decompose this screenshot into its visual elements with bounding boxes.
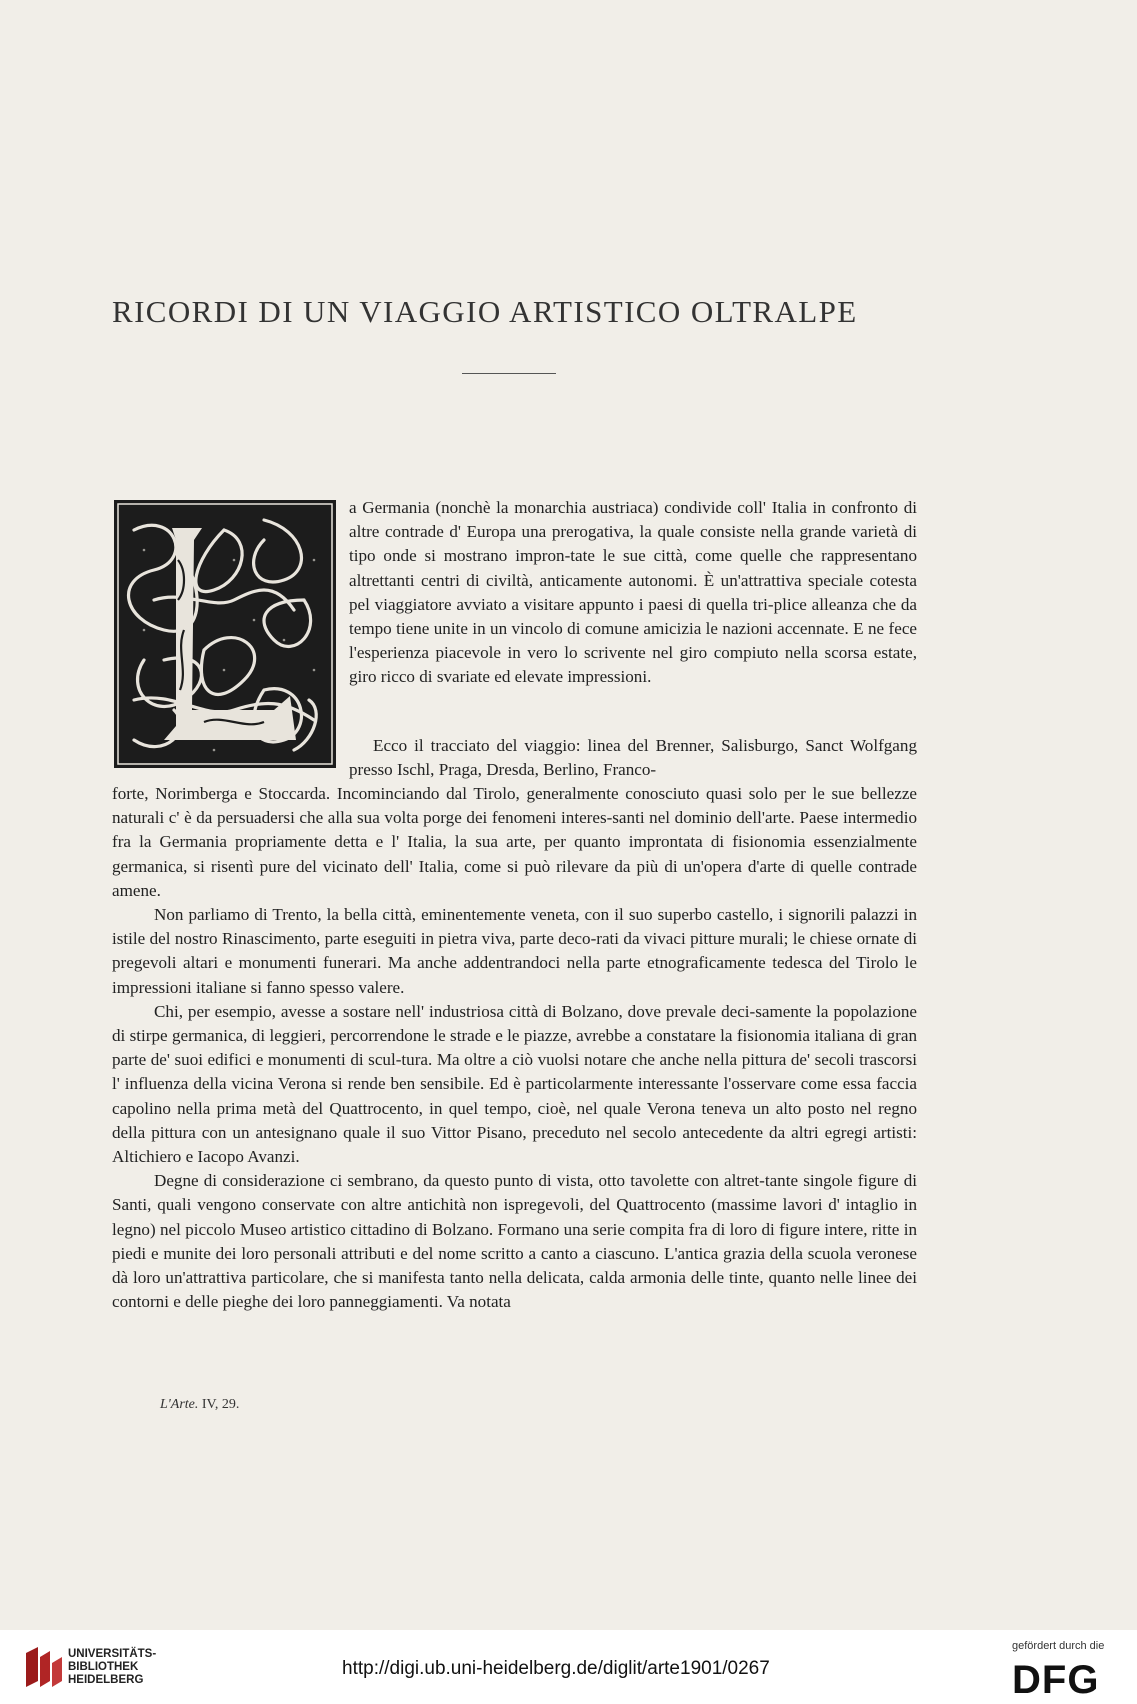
library-name-line2: BIBLIOTHEK <box>68 1661 139 1673</box>
university-library-name[interactable] <box>68 1648 156 1687</box>
volume-ref: IV, 29. <box>201 1397 240 1412</box>
page-signature <box>160 1397 239 1413</box>
title-divider <box>462 373 556 374</box>
trento-paragraph: Non parliamo di Trento, la bella città, eminentemente veneta, con il suo superbo castello, i signorili palazzi in istile del nostro Rinascimento, parte eseguiti in pietra viva, parte deco-rati da vivaci pitture murali; le chiese ornate di pregevoli altari e monumenti funerari. Ma anche addentrandoci nella parte etnograficamente tedesca del Tirolo le impressioni italiane si fanno spesso valere. <box>112 905 917 997</box>
lead-paragraph <box>349 496 917 690</box>
library-name-line3: HEIDELBERG <box>68 1674 144 1686</box>
permalink-url[interactable]: http://digi.ub.uni-heidelberg.de/diglit/arte1901/0267 <box>342 1658 770 1679</box>
decorated-initial-L <box>114 500 336 768</box>
dfg-logo[interactable]: DFG <box>1012 1658 1100 1702</box>
article-body <box>112 782 917 1314</box>
lead-text: a Germania (nonchè la monarchia austriaca) condivide coll' Italia in confronto di altre contrade d' Europa una prerogativa, la quale consiste nella grande varietà di tipo onde si mostrano impron-tate le sue città, come quelle che rappresentano altrettanti centri di civiltà, anticamente autonomi. È un'attrattiva speciale cotesta pel viaggiatore avviato a visitare appunto i paesi di quella tri-plice alleanza che da tempo tiene unite in un vincolo di comune amicizia le nazioni accennate. E ne fece l'esperienza piacevole in vero lo scrivente nel giro compiuto nella scorsa estate, giro ricco di svariate ed elevate impressioni. <box>349 498 917 687</box>
article-title: RICORDI DI UN VIAGGIO ARTISTICO OLTRALPE <box>112 294 858 329</box>
university-library-logo-icon[interactable] <box>22 1643 66 1691</box>
itinerary-paragraph-continuation: forte, Norimberga e Stoccarda. Incominciando dal Tirolo, generalmente conosciuto quasi solo per le sue bellezze naturali c' è da persuadersi che alla sua volta porge dei fenomeni interes-santi nel dominio dell'arte. Paese intermedio fra la Germania propriamente detta e l' Italia, la sua arte, per quanto improntata di fisionomia essenzialmente germanica, si risentì pure del vicinato dell' Italia, come si può rilevare da più di un'opera d'arte di quelle contrade amene. <box>112 784 917 900</box>
journal-name: L'Arte. <box>160 1397 199 1412</box>
library-name-line1: UNIVERSITÄTS- <box>68 1648 157 1660</box>
bolzano-paragraph: Chi, per esempio, avesse a sostare nell' industriosa città di Bolzano, dove prevale deci-samente la popolazione di stirpe germanica, di leggieri, percorrendone le strade e le piazze, avrebbe a constatare la fisionomia italiana di gran parte de' suoi edifici e monumenti di scul-tura. Ma oltre a ciò vuolsi notare che anche nella pittura de' secoli trascorsi l' influenza della vicina Verona si rende ben sensibile. Ed è particolarmente interessante l'osservare come essa faccia capolino nella prima metà del Quattrocento, in quel tempo, cioè, nel quale Verona teneva un alto posto nel regno della pittura con un antesignano quale il suo Vittor Pisano, preceduto nel secolo antecedente da altri egregi artisti: Altichiero e Iacopo Avanzi. <box>112 1001 917 1167</box>
funding-note: gefördert durch die <box>1012 1640 1105 1652</box>
itinerary-paragraph-start: Ecco il tracciato del viaggio: linea del Brenner, Salisburgo, Sanct Wolfgang presso Ischl, Praga, Dresda, Berlino, Franco- <box>349 736 917 780</box>
tavolette-paragraph: Degne di considerazione ci sembrano, da questo punto di vista, otto tavolette con altret-tante singole figure di Santi, quali vengono conservate con altre antichità non ispregevoli, del Quattrocento (massime lavori d' intaglio in legno) nel piccolo Museo artistico cittadino di Bolzano. Formano una serie compita fra di loro di figure intere, ritte in piedi e munite dei loro personali attributi e del nome scritto a canto a ciascuno. L'antica grazia della scuola veronese dà loro un'attrattiva particolare, che si manifesta tanto nella delicata, calda armonia delle tinte, quanto nelle linee dei contorni e delle pieghe dei loro panneggiamenti. Va notata <box>112 1171 917 1312</box>
